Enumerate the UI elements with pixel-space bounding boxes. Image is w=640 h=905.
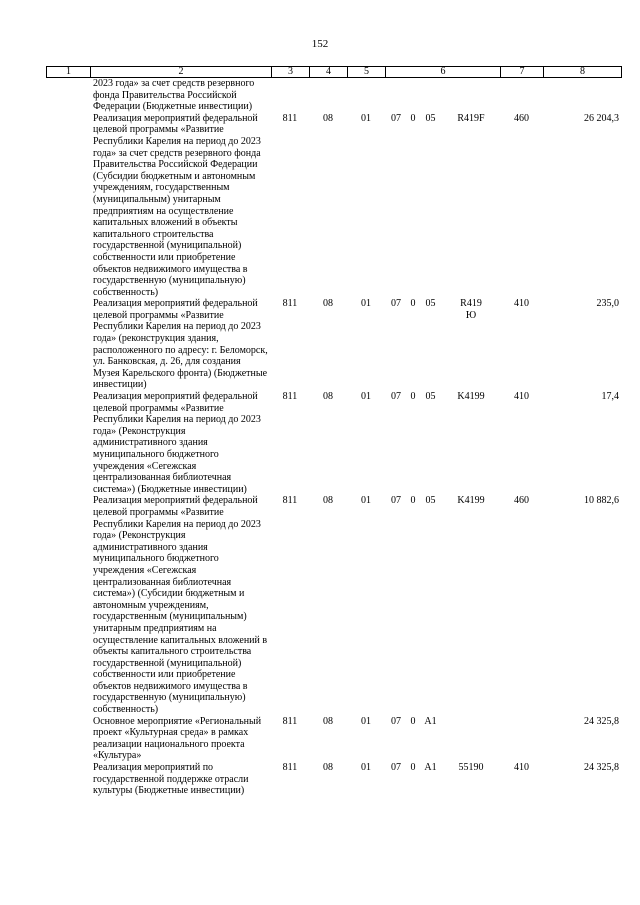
cell-direction: R419F — [457, 112, 485, 124]
table-row — [46, 716, 621, 762]
cell-event — [419, 78, 442, 113]
cell-direction — [442, 716, 500, 762]
cell-amount: 235,0 — [596, 298, 619, 310]
column-header-1: 1 — [47, 67, 91, 78]
column-header-table — [46, 66, 622, 78]
cell-event: 05 — [425, 495, 436, 507]
cell-col1 — [46, 391, 90, 495]
cell-subprogram: 0 — [410, 715, 416, 727]
cell-amount: 26 204,3 — [584, 112, 619, 124]
cell-amount: 24 325,8 — [584, 715, 619, 727]
row-description: 2023 года» за счет средств резервного фонда Правительства Российской Федерации (Бюджетные инвестиции) — [93, 78, 255, 113]
column-header-row — [47, 67, 622, 78]
cell-direction: K4199 — [457, 391, 485, 403]
row-description: Реализация мероприятий федеральной целевой программы «Развитие Республики Карелия на период до 2023 года» (реконструкция здания, расположенного по адресу: г. Беломорск, ул. Банковская, д. 26, для создания Музея Карельского фронта) (Бюджетные инвестиции) — [93, 298, 268, 391]
cell-expense-type — [500, 78, 543, 113]
cell-col1 — [46, 78, 90, 113]
cell-admin-code: 811 — [282, 391, 298, 403]
cell-admin-code: 811 — [282, 112, 298, 124]
cell-event: A1 — [424, 762, 437, 774]
column-header-3: 3 — [272, 67, 310, 78]
budget-table — [46, 78, 621, 797]
cell-event: 05 — [425, 112, 436, 124]
cell-section: 08 — [323, 715, 333, 727]
cell-expense-type — [500, 716, 543, 762]
column-header-4: 4 — [310, 67, 348, 78]
row-description: Реализация мероприятий федеральной целевой программы «Развитие Республики Карелия на период до 2023 года» (Реконструкция административного здания муниципального бюджетного учреждения «Сегежская централизованная библиотечная система») (Субсидии бюджетным и автономным учреждениям, государственным (муниципальным) унитарным предприятиям на осуществление капитальных вложений в объекты капитального строительства государственной (муниципальной) собственности или приобретение объектов недвижимого имущества в государственную (муниципальную) собственность) — [93, 495, 268, 716]
table-row — [46, 78, 621, 113]
cell-direction: K4199 — [457, 495, 485, 507]
cell-admin-code: 811 — [282, 762, 298, 774]
cell-section: 08 — [323, 391, 333, 403]
column-header-2: 2 — [91, 67, 272, 78]
cell-col1 — [46, 716, 90, 762]
cell-admin-code: 811 — [282, 298, 298, 310]
cell-section: 08 — [323, 495, 333, 507]
cell-subprogram: 0 — [410, 495, 416, 507]
cell-program: 07 — [391, 495, 401, 507]
cell-expense-type: 410 — [514, 298, 529, 310]
table-row — [46, 298, 621, 391]
cell-program: 07 — [391, 715, 401, 727]
cell-section: 08 — [323, 298, 333, 310]
table-row — [46, 113, 621, 299]
row-description: Реализация мероприятий федеральной целевой программы «Развитие Республики Карелия на период до 2023 года» за счет средств резервного фонда Правительства Российской Федерации (Субсидии бюджетным и автономным учреждениям, государственным (муниципальным) унитарным предприятиям на осуществление капитальных вложений в объекты капитального строительства государственной (муниципальной) собственности или приобретение объектов недвижимого имущества в государственную (муниципальную) собственность) — [93, 112, 261, 298]
column-header-8: 8 — [544, 67, 622, 78]
cell-subsection: 01 — [361, 112, 371, 124]
cell-subprogram: 0 — [410, 762, 416, 774]
cell-admin-code: 811 — [282, 495, 298, 507]
table-row — [46, 762, 621, 797]
cell-subsection: 01 — [361, 495, 371, 507]
cell-col1 — [46, 762, 90, 797]
cell-program: 07 — [391, 112, 401, 124]
cell-subsection: 01 — [361, 715, 371, 727]
cell-subsection: 01 — [361, 762, 371, 774]
cell-program — [385, 78, 407, 113]
cell-amount — [543, 78, 621, 113]
cell-program: 07 — [391, 762, 401, 774]
cell-direction: R419 Ю — [460, 298, 482, 321]
cell-section — [309, 78, 347, 113]
cell-direction: 55190 — [458, 762, 484, 774]
cell-event: 05 — [425, 391, 436, 403]
cell-expense-type: 410 — [514, 391, 529, 403]
row-description: Реализация мероприятий федеральной целевой программы «Развитие Республики Карелия на период до 2023 года» (Реконструкция административного здания муниципального бюджетного учреждения «Сегежская централизованная библиотечная система») (Бюджетные инвестиции) — [93, 391, 261, 495]
cell-direction — [442, 78, 500, 113]
cell-section: 08 — [323, 112, 333, 124]
cell-amount: 10 882,6 — [584, 495, 619, 507]
cell-program: 07 — [391, 391, 401, 403]
table-row — [46, 495, 621, 715]
cell-expense-type: 460 — [514, 495, 529, 507]
cell-col1 — [46, 298, 90, 391]
row-description: Основное мероприятие «Региональный проект «Культурная среда» в рамках реализации национального проекта «Культура» — [93, 715, 262, 762]
cell-subprogram: 0 — [410, 112, 416, 124]
cell-expense-type: 410 — [514, 762, 529, 774]
cell-program: 07 — [391, 298, 401, 310]
cell-admin-code: 811 — [282, 715, 298, 727]
column-header-5: 5 — [348, 67, 386, 78]
cell-subsection: 01 — [361, 298, 371, 310]
cell-admin-code — [271, 78, 309, 113]
cell-subsection: 01 — [361, 391, 371, 403]
cell-subsection — [347, 78, 385, 113]
cell-event: 05 — [425, 298, 436, 310]
cell-col1 — [46, 113, 90, 299]
cell-subprogram — [407, 78, 419, 113]
cell-amount: 24 325,8 — [584, 762, 619, 774]
cell-col1 — [46, 495, 90, 715]
cell-subprogram: 0 — [410, 391, 416, 403]
column-header-6: 6 — [386, 67, 501, 78]
row-description: Реализация мероприятий по государственной поддержке отрасли культуры (Бюджетные инвестиции) — [93, 762, 249, 797]
column-header-7: 7 — [501, 67, 544, 78]
page-number: 152 — [311, 38, 329, 50]
cell-section: 08 — [323, 762, 333, 774]
table-row — [46, 391, 621, 495]
cell-subprogram: 0 — [410, 298, 416, 310]
cell-event: A1 — [424, 715, 437, 727]
cell-expense-type: 460 — [514, 112, 529, 124]
cell-amount: 17,4 — [601, 391, 619, 403]
